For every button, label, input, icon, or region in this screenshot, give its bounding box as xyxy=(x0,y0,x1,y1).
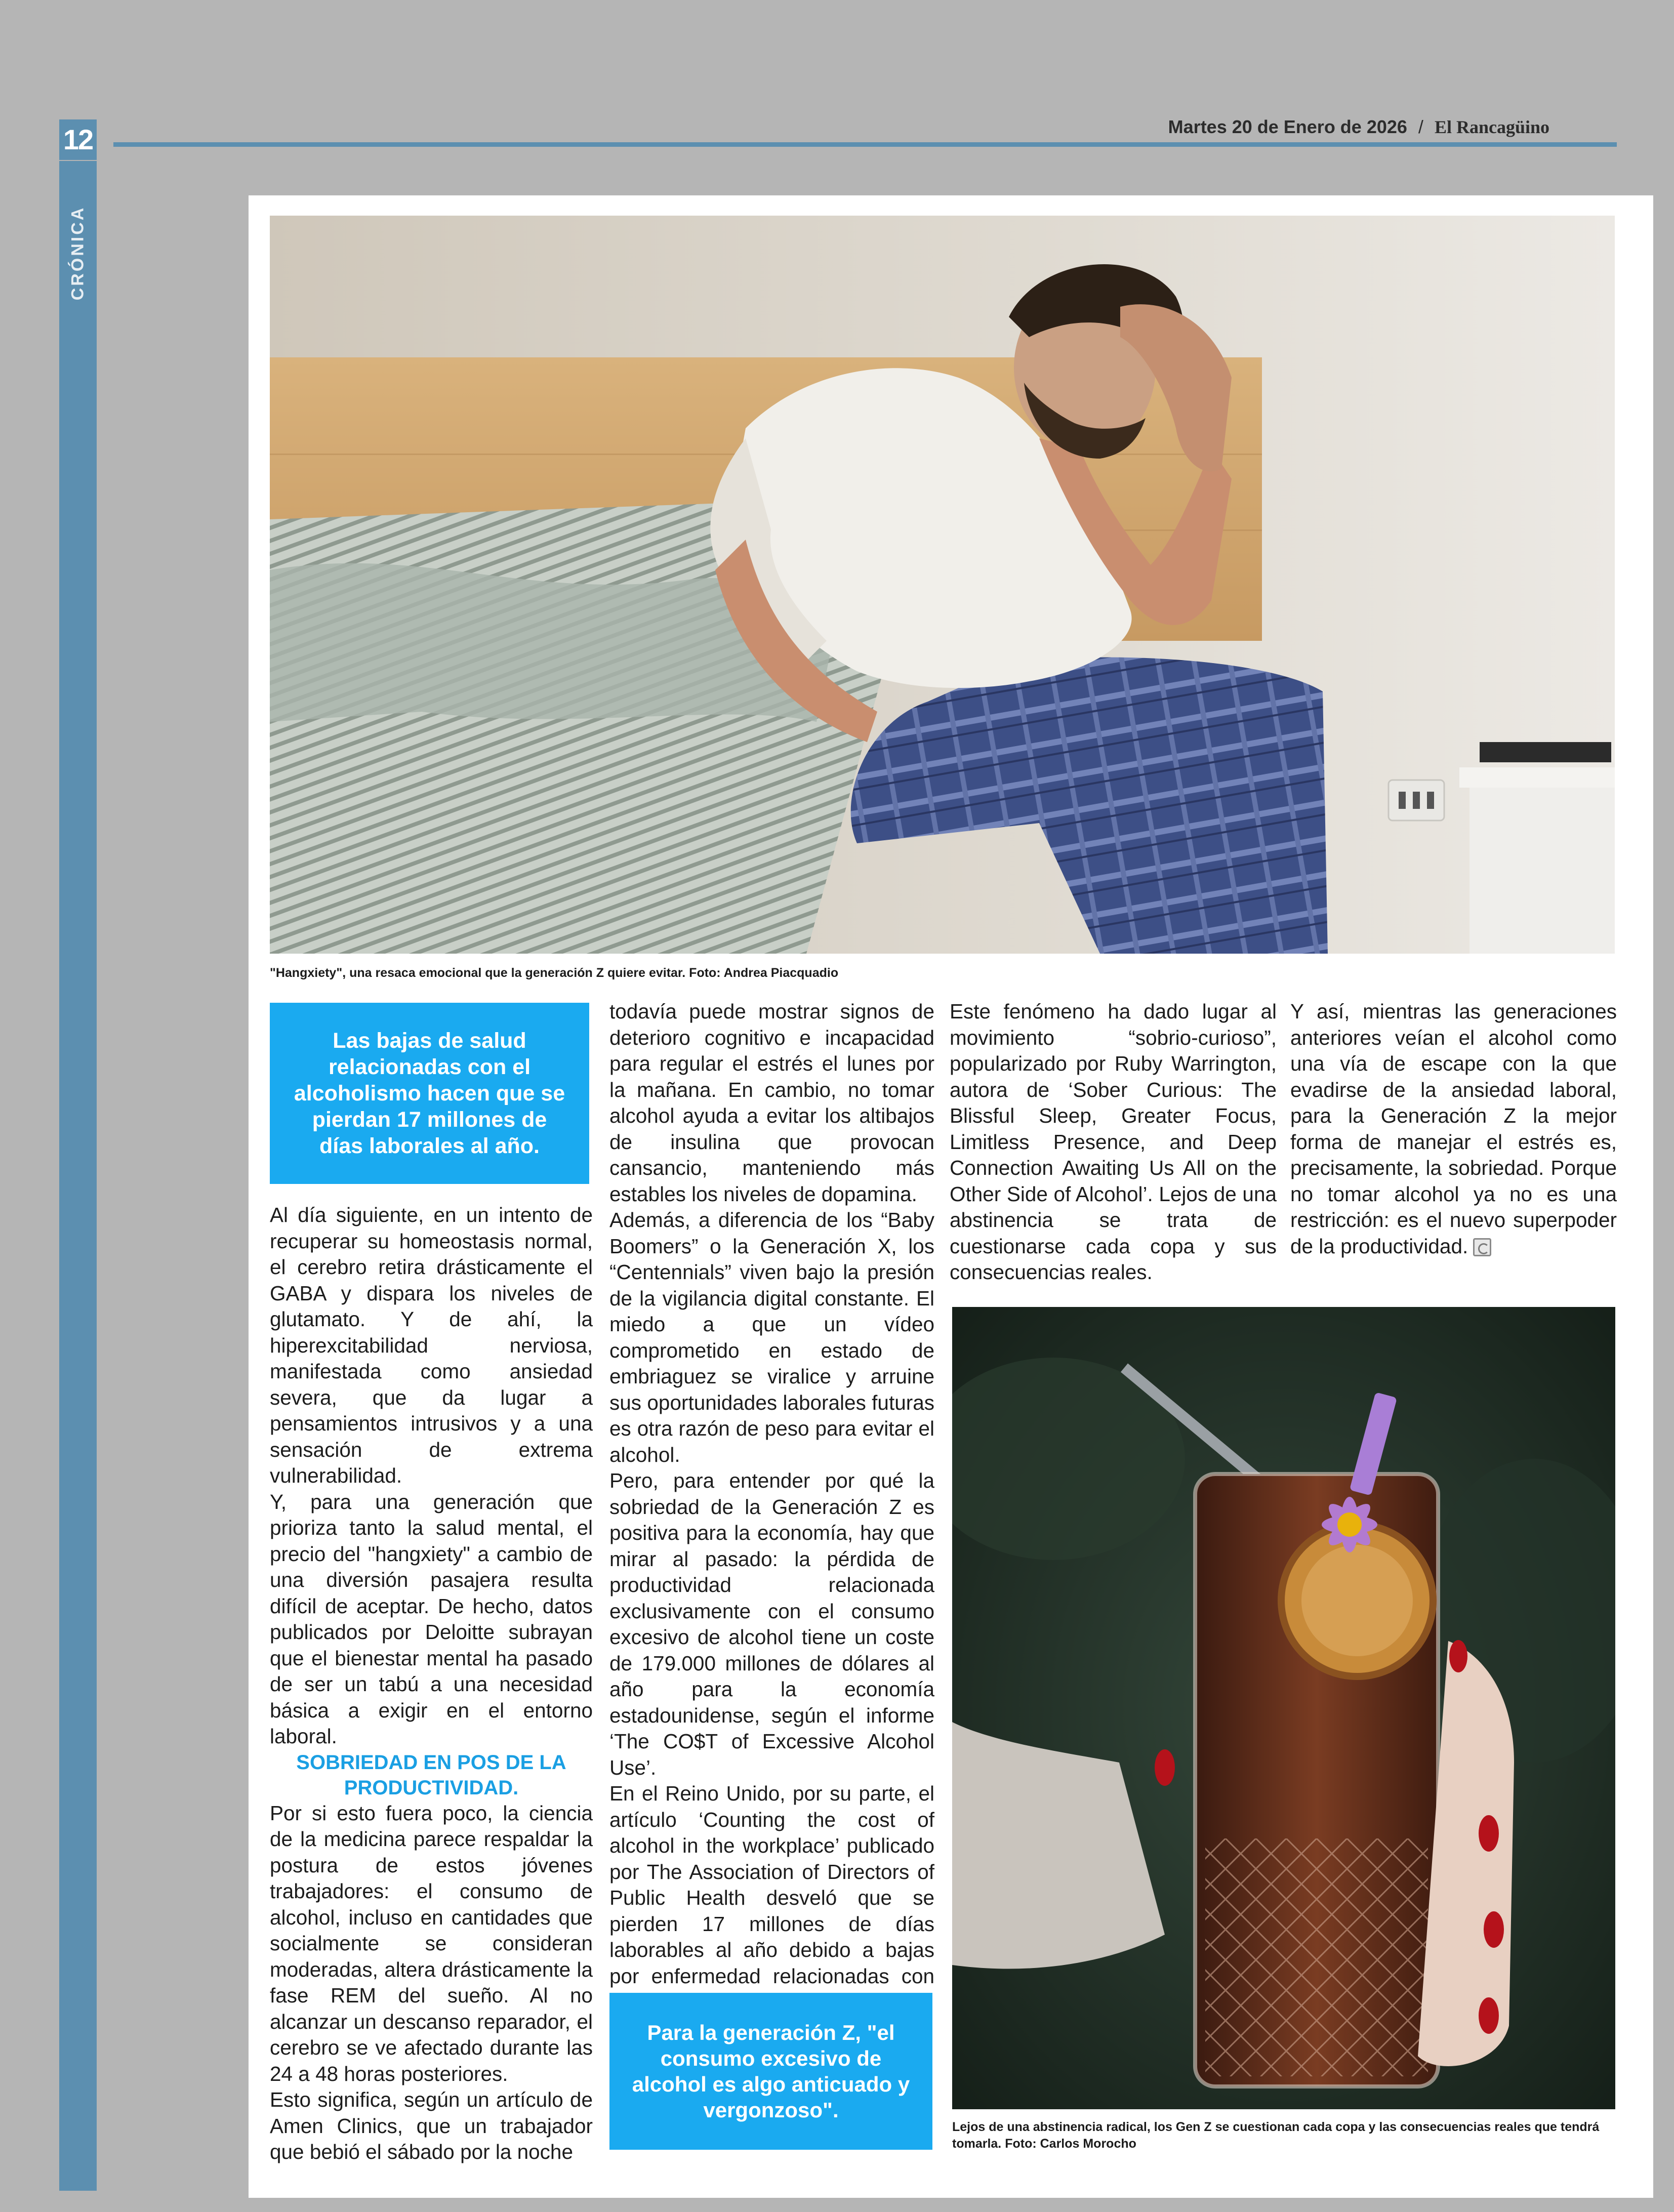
paragraph: Al día siguiente, en un intento de recuperar su homeostasis normal, el cerebro retira drásticamente el GABA y dispara los niveles de glutamato. Y de ahí, la hiperexcitabilidad nerviosa, manifestada como ansiedad severa, que da lugar a pensamientos intrusivos y a una sensación de extrema vulnerabilidad. xyxy=(270,1203,593,1487)
page-number: 12 xyxy=(59,119,97,160)
publication-name: El Rancagüino xyxy=(1434,117,1549,137)
article-column-2 xyxy=(609,999,934,2016)
hero-photo xyxy=(270,216,1615,954)
drink-photo-caption: Lejos de una abstinencia radical, los Gen Z se cuestionan cada copa y las consecuencias reales que tendrá tomarla. Foto: Carlos Morocho xyxy=(952,2120,1600,2151)
header-dateline xyxy=(1168,116,1549,138)
article-column-4 xyxy=(1290,999,1617,1259)
paragraph xyxy=(1290,999,1617,1259)
hero-photo-illustration xyxy=(270,216,1615,954)
hero-photo-caption: "Hangxiety", una resaca emocional que la generación Z quiere evitar. Foto: Andrea Piacquadio xyxy=(270,966,839,980)
drink-photo-illustration xyxy=(952,1307,1615,2109)
pull-quote-1: Las bajas de salud relacionadas con el alcoholismo hacen que se pierdan 17 millones de días laborales al año. xyxy=(270,1003,589,1184)
paragraph: Y, para una generación que prioriza tanto la salud mental, el precio del "hangxiety" a cambio de una diversión pasajera resulta difícil de aceptar. De hecho, datos publicados por Deloitte subrayan que el bienestar mental ha pasado de ser un tabú a una necesidad básica a exigir en el entorno laboral. xyxy=(270,1490,593,1748)
end-of-article-icon xyxy=(1473,1238,1491,1256)
paragraph: En el Reino Unido, por su parte, el artículo ‘Counting the cost of alcohol in the workplace’ publicado por The Association of Directors of Public Health desveló que se pierden 17 millones de días laborables al año debido a bajas por enfermedad relacionadas con xyxy=(609,1782,934,1988)
paragraph: Pero, para entender por qué la sobriedad de la Generación Z es positiva para la economía, hay que mirar al pasado: la pérdida de productividad relacionada exclusivamente con el consumo excesivo de alcohol tiene un coste de 179.000 millones de dólares al año para la economía estadounidense, según el informe ‘The CO$T of Excessive Alcohol Use’. xyxy=(609,1469,934,1779)
paragraph: Esto significa, según un artículo de Amen Clinics, que un trabajador que bebió el sábado por la noche xyxy=(270,2088,593,2163)
paragraph: Este fenómeno ha dado lugar al movimiento “sobrio-curioso”, popularizado por Ruby Warrington, autora de ‘Sober Curious: The Blissful Sleep, Greater Focus, Limitless Presence, and Deep Connection Awaiting Us All on the Other Side of Alcohol’. Lejos de una abstinencia se trata de cuestionarse cada copa y sus consecuencias reales. xyxy=(950,1000,1277,1284)
paragraph: Además, a diferencia de los “Baby Boomers” o la Generación X, los “Centennials” viven bajo la presión de la vigilancia digital constante. El miedo a que un vídeo comprometido en estado de embriaguez se viralice y arruine sus oportunidades laborales futuras es otra razón de peso para evitar el alcohol. xyxy=(609,1208,934,1466)
paragraph: todavía puede mostrar signos de deterioro cognitivo e incapacidad para regular el estrés el lunes por la mañana. En cambio, no tomar alcohol ayuda a evitar los altibajos de insulina que provocan cansancio, manteniendo más estables los niveles de dopamina. xyxy=(609,1000,934,1206)
issue-date: Martes 20 de Enero de 2026 xyxy=(1168,116,1407,137)
drink-photo xyxy=(952,1307,1615,2109)
section-label: CRÓNICA xyxy=(68,206,88,301)
section-side-strip xyxy=(59,161,97,2191)
subheading: SOBRIEDAD EN POS DE LA PRODUCTIVIDAD. xyxy=(296,1751,566,1799)
article-column-3 xyxy=(950,999,1277,1286)
header-rule xyxy=(113,142,1617,147)
article-column-1 xyxy=(270,1202,593,2165)
paragraph-text: Y así, mientras las generaciones anteriores veían el alcohol como una vía de escape con la que evadirse de la ansiedad laboral, para la Generación Z la mejor forma de manejar el estrés es, precisamente, la sobriedad. Porque no tomar alcohol ya no es una restricción: es el nuevo superpoder de la productividad. xyxy=(1290,1000,1617,1258)
dateline-separator: / xyxy=(1418,116,1423,137)
pull-quote-2: Para la generación Z, "el consumo excesivo de alcohol es algo anticuado y vergonzoso". xyxy=(609,1993,932,2150)
paragraph: Por si esto fuera poco, la ciencia de la medicina parece respaldar la postura de estos jóvenes trabajadores: el consumo de alcohol, incluso en cantidades que socialmente se consideran moderadas, altera drásticamente la fase REM del sueño. Al no alcanzar un descanso reparador, el cerebro se ve afectado durante las 24 a 48 horas posteriores. xyxy=(270,1801,593,2085)
